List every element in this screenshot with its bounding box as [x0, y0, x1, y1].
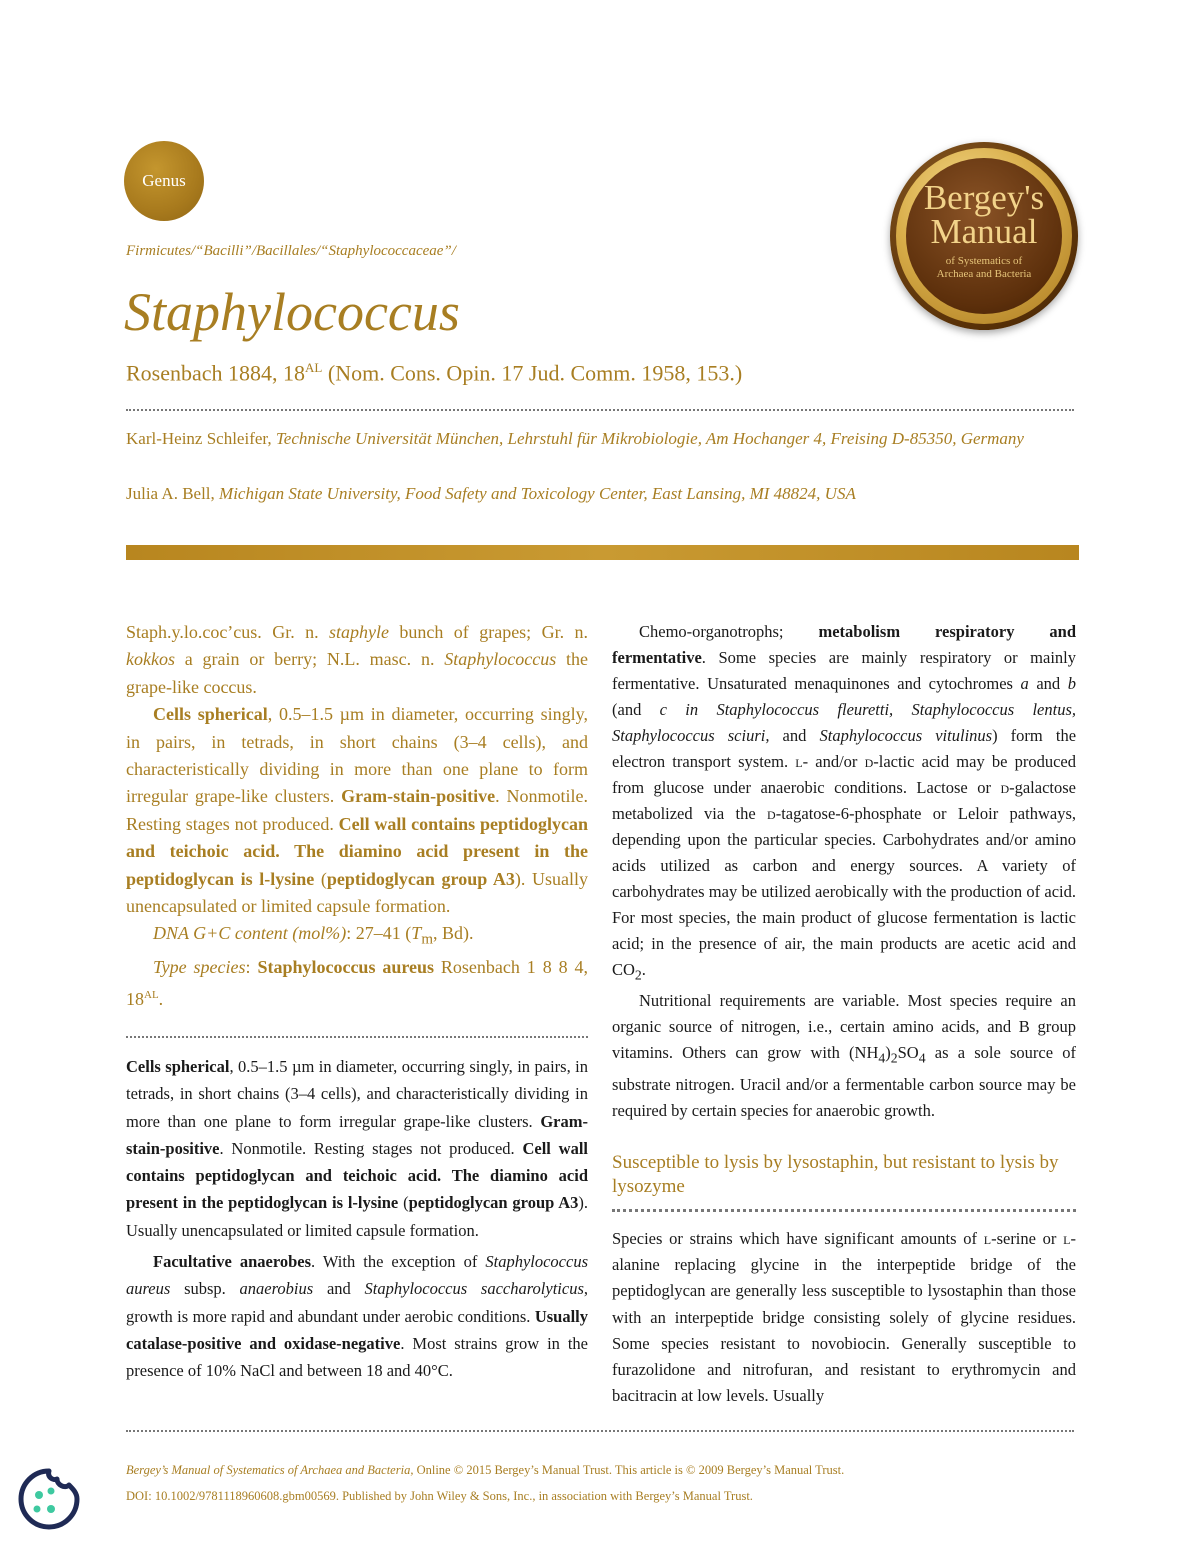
divider — [126, 409, 1074, 411]
cells-paragraph: Cells spherical, 0.5–1.5 µm in diameter, occurring singly, in pairs, in tetrads, in short chains (3–4 cells), and characteristically dividing in more than one plane to form irregular grape-like clusters. Gram-stain-positive. Nonmotile. Resting stages not produced. Cell wall contains peptidoglycan and teichoic acid. The diamino acid present in the peptidoglycan is l-lysine (peptidoglycan group A3). Usually unencapsulated or limited capsule formation. — [126, 1057, 588, 1240]
author-2: Julia A. Bell, Michigan State University, Food Safety and Toxicology Center, East Lansing, MI 48824, USA — [126, 484, 856, 503]
type-species: Type species: Staphylococcus aureus Rosenbach 1 8 8 4, $18^{AL}$. — [126, 957, 588, 1009]
logo-line-2: Manual — [930, 212, 1038, 251]
page-title: Staphylococcus — [124, 282, 460, 342]
left-column-summary — [126, 619, 588, 1013]
authority-citation: Rosenbach 1884, $18^{AL}$ (Nom. Cons. Opin. 17 Jud. Comm. 1958, 153.) — [126, 360, 743, 386]
lysis-paragraph: Species or strains which have significant amounts of l-serine or l-alanine replacing glycine in the interpeptide bridge of the peptidoglycan are generally less susceptible to lysostaphin than those with an interpeptide bridge consisting solely of glycine residues. Some species resistant to novobiocin. Generally susceptible to furazolidone and nitrofuran, and resistant to erythromycin and bacitracin at low levels. Usually — [612, 1229, 1076, 1406]
author-1: Karl-Heinz Schleifer, Technische Universität München, Lehrstuhl für Mikrobiologie, Am Hochanger 4, Freising D-85350, Germany — [126, 429, 1024, 448]
section-heading: Susceptible to lysis by lysostaphin, but resistant to lysis by lysozyme — [612, 1152, 1059, 1197]
header-gold-bar — [126, 545, 1079, 560]
cookie-icon[interactable] — [17, 1467, 81, 1531]
dna-content: DNA G+C content (mol%): 27–41 ($T_m$, Bd). — [153, 923, 474, 949]
left-column-body — [126, 1053, 588, 1385]
logo-line-1: Bergey's — [923, 178, 1045, 217]
nutrition-paragraph: Nutritional requirements are variable. Most species require an organic source of nitrogen, i.e., certain amino acids, and B group vitamins. Others can grow with $(NH_4)_2SO_4$ as a sole source of substrate nitrogen. Uracil and/or a fermentable carbon source may be required by certain species for anaerobic growth. — [612, 991, 1076, 1120]
etymology: Staph.y.lo.coc’cus. Gr. n. staphyle bunch of grapes; Gr. n. kokkos a grain or berry; N.L. masc. n. Staphylococcus the grape-like coccus. — [126, 622, 588, 697]
heading-divider — [612, 1209, 1076, 1212]
right-column-body — [612, 619, 1076, 1124]
footer-copyright: Bergey’s Manual of Systematics of Archaea and Bacteria, Online © 2015 Bergey’s Manual Trust. This article is © 2009 Bergey’s Manual Trust. — [126, 1463, 845, 1477]
logo-line-3: of Systematics of — [945, 255, 1023, 267]
bergeys-manual-logo — [890, 142, 1078, 330]
taxonomy-path: Firmicutes/“Bacilli”/Bacillales/“Staphylococcaceae”/ — [126, 243, 456, 259]
summary-description: Cells spherical, 0.5–1.5 µm in diameter, occurring singly, in pairs, in tetrads, in short chains (3–4 cells), and characteristically dividing in more than one plane to form irregular grape-like clusters. Gram-stain-positive. Nonmotile. Resting stages not produced. Cell wall contains peptidoglycan and teichoic acid. The diamino acid present in the peptidoglycan is l-lysine (peptidoglycan group A3). Usually unencapsulated or limited capsule formation. — [126, 704, 589, 917]
genus-badge — [124, 141, 204, 221]
lysis-section — [612, 1226, 1076, 1409]
footer-doi: DOI: 10.1002/9781118960608.gbm00569. Published by John Wiley & Sons, Inc., in association with Bergey’s Manual Trust. — [126, 1489, 753, 1503]
metabolism-paragraph: Chemo-organotrophs; metabolism respiratory and fermentative. Some species are mainly respiratory or mainly fermentative. Unsaturated menaquinones and cytochromes a and b (and c in Staphylococcus fleuretti, Staphylococcus lentus, Staphylococcus sciuri, and Staphylococcus vitulinus) form the electron transport system. l- and/or d-lactic acid may be produced from glucose under anaerobic conditions. Lactose or d-galactose metabolized via the d-tagatose-6-phosphate or Leloir pathways, depending upon the particular species. Carbohydrates and/or amino acids utilized as carbon and energy sources. A variety of carbohydrates may be utilized aerobically with the production of acid. For most species, the main product of glucose fermentation is lactic acid; in the presence of air, the main products are acetic acid and $CO_2$. — [612, 622, 1077, 983]
anaerobes-paragraph: Facultative anaerobes. With the exception of Staphylococcus aureus subsp. anaerobius and Staphylococcus saccharolyticus, growth is more rapid and abundant under aerobic conditions. Usually catalase-positive and oxidase-negative. Most strains grow in the presence of 10% NaCl and between 18 and 40°C. — [126, 1252, 588, 1381]
genus-label: Genus — [142, 171, 186, 190]
logo-line-4: Archaea and Bacteria — [936, 268, 1032, 280]
footer-divider — [126, 1430, 1074, 1432]
column-divider — [126, 1036, 588, 1038]
